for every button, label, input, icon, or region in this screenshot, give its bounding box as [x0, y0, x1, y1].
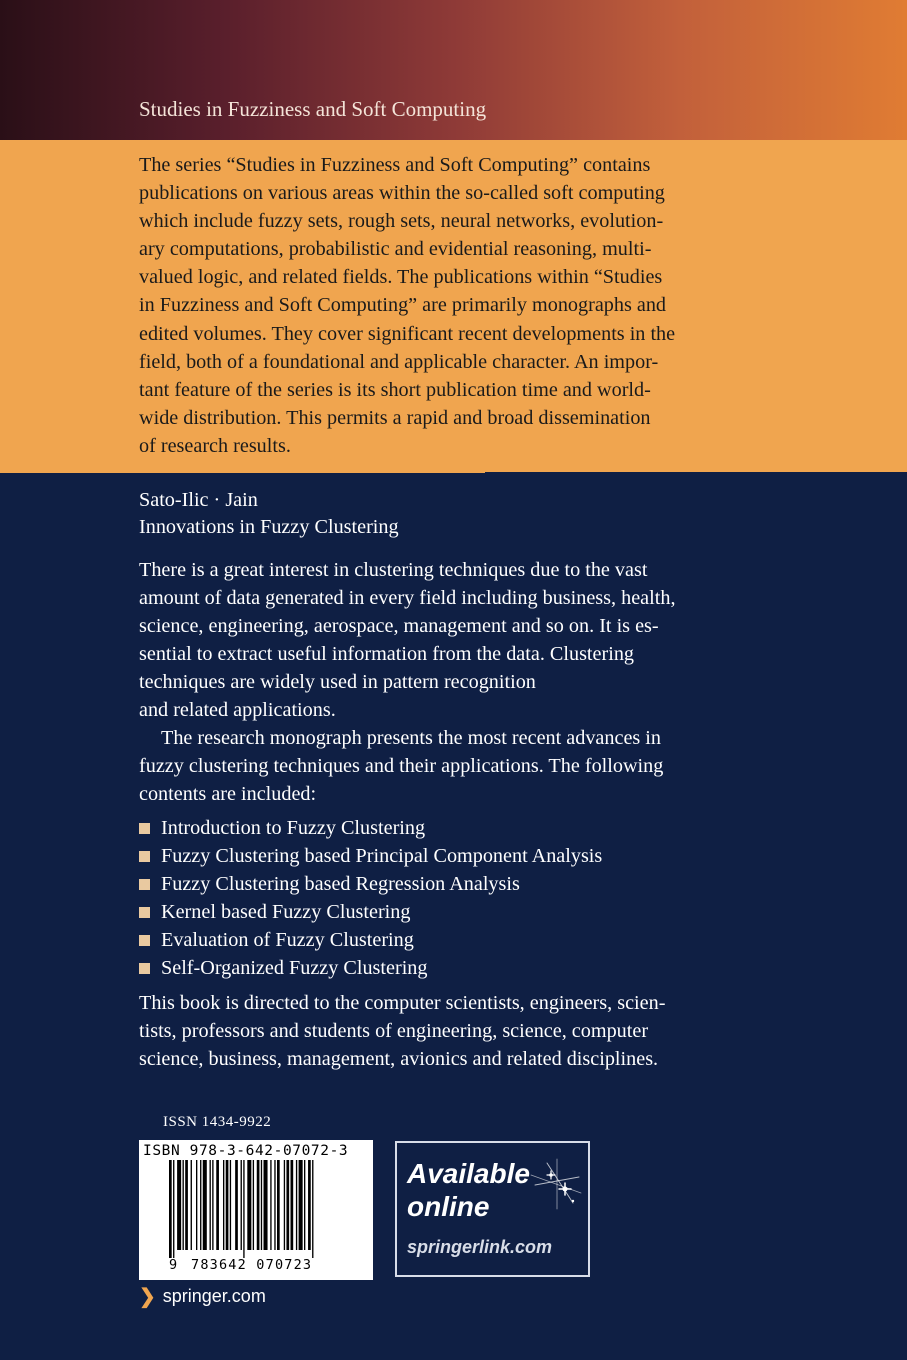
audience-statement	[139, 989, 779, 1073]
online-label: online	[407, 1191, 490, 1222]
barcode-bar	[241, 1160, 242, 1250]
audience-line: science, business, management, avionics and related disciplines.	[139, 1048, 659, 1070]
barcode-bar	[235, 1160, 238, 1250]
description-line: sential to extract useful information from the data. Clustering	[139, 643, 635, 665]
series-description-line: wide distribution. This permits a rapid and broad dissemination	[139, 406, 651, 429]
barcode-bars	[167, 1160, 367, 1258]
barcode-bar	[183, 1160, 184, 1250]
barcode-bar	[274, 1160, 275, 1250]
barcode-bar	[270, 1160, 271, 1250]
barcode-bar	[247, 1160, 251, 1250]
barcode-bar	[185, 1160, 188, 1250]
barcode-bar	[196, 1160, 197, 1250]
series-description-line: publications on various areas within the so-called soft computing	[139, 182, 665, 205]
springerlink-url[interactable]: springerlink.com	[407, 1237, 553, 1257]
section-divider	[0, 472, 485, 473]
series-description-line: which include fuzzy sets, rough sets, neural networks, evolution-	[139, 210, 664, 233]
barcode-bar	[257, 1160, 260, 1250]
list-item	[139, 898, 602, 926]
series-description-line: ary computations, probabilistic and evidential reasoning, multi-	[139, 238, 652, 261]
list-item-label: Evaluation of Fuzzy Clustering	[161, 929, 414, 951]
description-line: science, engineering, aerospace, management and so on. It is es-	[139, 615, 659, 637]
barcode-bar	[253, 1160, 254, 1250]
available-online-badge	[395, 1141, 590, 1277]
barcode-bar	[191, 1160, 192, 1250]
description-line: and related applications.	[139, 699, 336, 721]
available-online-title	[407, 1157, 530, 1223]
issn-label: ISSN 1434-9922	[163, 1114, 272, 1130]
barcode-bar	[291, 1160, 294, 1250]
barcode-bar	[243, 1160, 244, 1258]
bullet-square-icon	[139, 907, 150, 918]
barcode-bar	[277, 1160, 280, 1250]
list-item	[139, 814, 602, 842]
series-description	[139, 151, 739, 460]
barcode-first-digit: 9	[169, 1257, 178, 1273]
available-label: Available	[407, 1158, 530, 1189]
barcode-bar	[264, 1160, 268, 1250]
barcode-bar	[203, 1160, 207, 1250]
bullet-square-icon	[139, 851, 150, 862]
publisher-url[interactable]: springer.com	[162, 1286, 266, 1306]
barcode-bar	[226, 1160, 229, 1250]
barcode-bar	[177, 1160, 181, 1250]
barcode-bar	[216, 1160, 219, 1250]
series-description-line: The series “Studies in Fuzziness and Soft Computing” contains	[139, 154, 651, 176]
bullet-square-icon	[139, 879, 150, 890]
barcode-bar	[304, 1160, 305, 1250]
chevron-right-icon: ❯	[139, 1286, 156, 1308]
description-line: techniques are widely used in pattern recognition	[139, 671, 536, 693]
series-title: Studies in Fuzziness and Soft Computing	[139, 97, 487, 121]
description-line: amount of data generated in every field including business, health,	[139, 587, 676, 609]
barcode-bar	[261, 1160, 262, 1250]
series-description-line: tant feature of the series is its short publication time and world-	[139, 378, 651, 401]
series-description-line: field, both of a foundational and applicable character. An impor-	[139, 350, 659, 373]
monograph-line: fuzzy clustering techniques and their applications. The following	[139, 755, 664, 777]
book-title: Innovations in Fuzzy Clustering	[139, 516, 399, 538]
barcode-bar	[200, 1160, 201, 1250]
list-item	[139, 926, 602, 954]
barcode-bar	[223, 1160, 224, 1250]
list-item-label: Introduction to Fuzzy Clustering	[161, 817, 426, 839]
list-item-label: Fuzzy Clustering based Regression Analysis	[161, 873, 520, 895]
barcode-bar	[173, 1160, 174, 1258]
isbn-label: ISBN 978-3-642-07072-3	[143, 1143, 349, 1159]
list-item	[139, 954, 602, 982]
barcode-bar	[299, 1160, 303, 1250]
audience-line: This book is directed to the computer scientists, engineers, scien-	[139, 992, 666, 1014]
list-item	[139, 842, 602, 870]
publisher-link[interactable]	[139, 1284, 266, 1309]
book-authors: Sato-Ilic · Jain	[139, 489, 258, 511]
series-description-line: edited volumes. They cover significant recent developments in the	[139, 322, 676, 345]
bullet-square-icon	[139, 823, 150, 834]
barcode-bar	[296, 1160, 297, 1250]
barcode-digits: 783642 070723	[191, 1257, 313, 1273]
barcode-bar	[212, 1160, 213, 1250]
book-description	[139, 556, 779, 808]
barcode-bar	[230, 1160, 231, 1250]
barcode-bar	[312, 1160, 313, 1258]
bullet-square-icon	[139, 935, 150, 946]
series-description-line: valued logic, and related fields. The publications within “Studies	[139, 266, 663, 289]
barcode-bar	[169, 1160, 172, 1258]
barcode-bar	[286, 1160, 289, 1250]
list-item-label: Self-Organized Fuzzy Clustering	[161, 957, 428, 979]
list-item-label: Kernel based Fuzzy Clustering	[161, 901, 411, 923]
barcode-bar	[210, 1160, 211, 1250]
isbn-barcode	[139, 1140, 373, 1280]
contents-list	[139, 814, 602, 982]
monograph-line: contents are included:	[139, 783, 317, 805]
bullet-square-icon	[139, 963, 150, 974]
description-line: There is a great interest in clustering techniques due to the vast	[139, 559, 648, 581]
series-description-line: in Fuzziness and Soft Computing” are primarily monographs and	[139, 294, 667, 317]
barcode-bar	[284, 1160, 285, 1250]
audience-line: tists, professors and students of engineering, science, computer	[139, 1020, 649, 1042]
list-item	[139, 870, 602, 898]
list-item-label: Fuzzy Clustering based Principal Component Analysis	[161, 845, 603, 867]
barcode-bar	[308, 1160, 311, 1250]
series-description-line: of research results.	[139, 434, 291, 457]
monograph-line: The research monograph presents the most recent advances in	[161, 727, 662, 749]
